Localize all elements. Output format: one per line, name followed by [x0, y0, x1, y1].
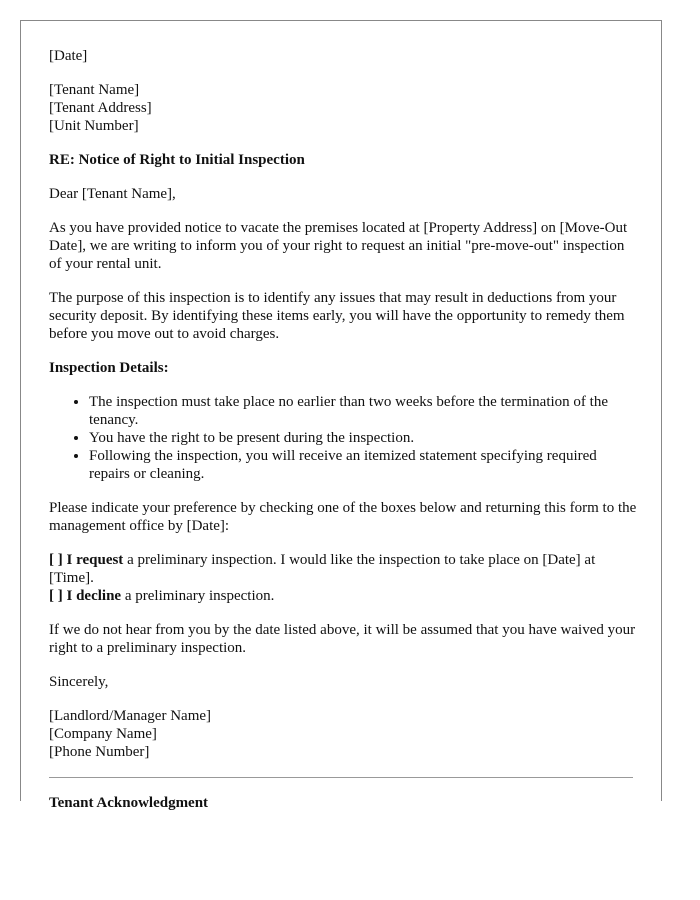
section-divider	[49, 777, 633, 778]
letter-body	[49, 47, 637, 812]
purpose-paragraph: The purpose of this inspection is to identify any issues that may result in deductions from your security deposit. By identifying these items early, you will have the opportunity to remedy them before you move out to avoid charges.	[49, 290, 625, 342]
details-heading: Inspection Details:	[49, 360, 169, 376]
details-item: • You have the right to be present during the inspection.	[89, 429, 637, 447]
letter-date: [Date]	[49, 48, 88, 64]
details-list	[49, 393, 637, 483]
signature-name: [Landlord/Manager Name]	[49, 708, 212, 724]
letter-page	[20, 20, 662, 811]
decline-option[interactable]	[49, 587, 637, 605]
details-item: • The inspection must take place no earlier than two weeks before the termination of the tenancy.	[89, 393, 637, 429]
instruction-paragraph: Please indicate your preference by checking one of the boxes below and returning this form to the management office by [Date]:	[49, 500, 637, 534]
signature-company: [Company Name]	[49, 726, 157, 742]
details-item: • Following the inspection, you will receive an itemized statement specifying required repairs or cleaning.	[89, 447, 637, 483]
recipient-address: [Tenant Address]	[49, 100, 152, 116]
request-label: I request	[66, 552, 124, 568]
acknowledgment-heading: Tenant Acknowledgment	[49, 795, 209, 811]
decline-label: I decline	[66, 588, 122, 604]
request-checkbox[interactable]: [ ]	[49, 552, 63, 568]
subject-line: RE: Notice of Right to Initial Inspection	[49, 152, 305, 168]
decline-checkbox[interactable]: [ ]	[49, 588, 63, 604]
signature-block	[49, 707, 637, 761]
recipient-unit: [Unit Number]	[49, 118, 139, 134]
decline-text: a preliminary inspection.	[121, 588, 275, 604]
options-block	[49, 551, 637, 605]
signature-phone: [Phone Number]	[49, 744, 150, 760]
recipient-name: [Tenant Name]	[49, 82, 140, 98]
waiver-paragraph: If we do not hear from you by the date listed above, it will be assumed that you have waived your right to a preliminary inspection.	[49, 622, 636, 656]
closing: Sincerely,	[49, 674, 109, 690]
request-option[interactable]	[49, 551, 637, 587]
request-text: a preliminary inspection. I would like the inspection to take place on [Date] at [Time].	[49, 552, 596, 586]
intro-paragraph: As you have provided notice to vacate the premises located at [Property Address] on [Move-Out Date], we are writing to inform you of your right to request an initial "pre-move-out" inspection of your rental unit.	[49, 220, 628, 272]
salutation: Dear [Tenant Name],	[49, 186, 176, 202]
recipient-block	[49, 81, 637, 135]
